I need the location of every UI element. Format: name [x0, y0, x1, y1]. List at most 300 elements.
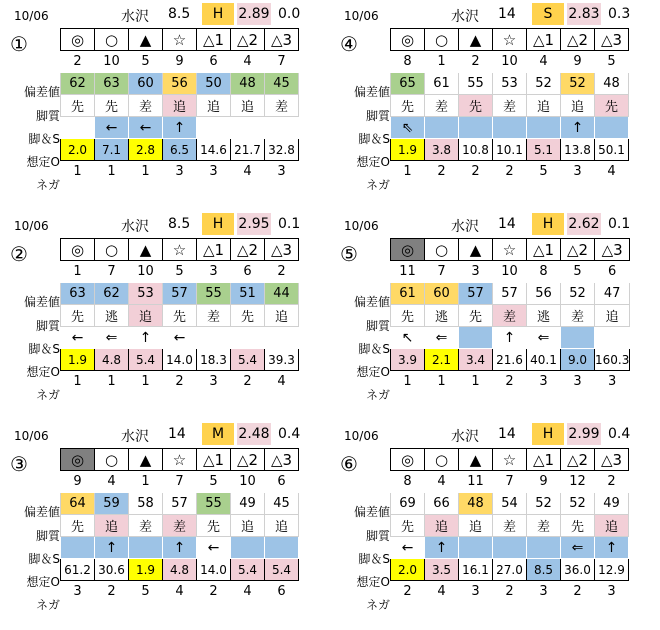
mark-cell: ☆	[493, 29, 527, 51]
running-style-cell: 先	[163, 305, 197, 327]
row-label-nega: ネガ	[365, 388, 390, 402]
odds-cell: 3.8	[425, 139, 459, 161]
deviation-cell: 49	[595, 493, 629, 515]
neg-row	[391, 161, 629, 183]
nega-cell: 3	[265, 161, 299, 183]
running-style-cell: 先	[391, 515, 425, 537]
race-index-value: 2.83	[567, 3, 601, 25]
running-style-cell: 差	[197, 305, 231, 327]
row-label-arrow: 脚＆S	[358, 342, 390, 356]
neg-row	[391, 581, 629, 603]
race-index-delta: 0.3	[608, 6, 631, 22]
nega-cell: 2	[493, 161, 527, 183]
arrow-cell: ↑	[561, 117, 595, 139]
race-panel	[330, 0, 660, 210]
mark-cell: ▲	[459, 239, 493, 261]
row-label-arrow: 脚＆S	[28, 342, 60, 356]
marks-row	[391, 449, 629, 471]
race-date: 10/06	[14, 429, 49, 443]
arrow-cell	[265, 117, 299, 139]
arrow-cell: ⇖	[391, 117, 425, 139]
deviation-cell: 56	[527, 283, 561, 305]
nega-cell: 1	[391, 161, 425, 183]
panel-header	[0, 0, 330, 28]
arrow-cell	[493, 117, 527, 139]
horse-number-cell: 10	[493, 261, 527, 283]
race-number-value: 14	[498, 216, 516, 232]
race-venue: 水沢	[121, 429, 149, 445]
race-date: 10/06	[344, 429, 379, 443]
mark-cell: ○	[425, 29, 459, 51]
odds-cell: 5.4	[231, 559, 265, 581]
horse-number-cell: 9	[527, 471, 561, 493]
odds-cell: 3.5	[425, 559, 459, 581]
row-label-odds: 想定O	[26, 575, 60, 589]
deviation-cell: 60	[129, 73, 163, 95]
arrow-cell	[265, 327, 299, 349]
arrow-cell: ↖	[391, 327, 425, 349]
deviation-cell: 54	[493, 493, 527, 515]
odds-cell: 21.7	[231, 139, 265, 161]
foal-row	[391, 471, 629, 493]
nega-cell: 2	[163, 371, 197, 393]
arrow-cell	[61, 117, 95, 139]
nega-cell: 3	[595, 371, 630, 393]
row-label-nega: ネガ	[35, 388, 60, 402]
odds-cell: 3.4	[459, 349, 493, 371]
race-date: 10/06	[14, 219, 49, 233]
nega-cell: 3	[527, 581, 561, 603]
row-label-style: 脚質	[35, 319, 60, 333]
prediction-grid	[390, 448, 629, 603]
row-label-odds: 想定O	[356, 575, 390, 589]
race-index-value: 2.48	[237, 423, 271, 445]
nega-cell: 3	[61, 581, 95, 603]
running-style-cell: 差	[493, 305, 527, 327]
nega-cell: 1	[425, 371, 459, 393]
prediction-grid	[60, 448, 299, 603]
mark-cell: ☆	[163, 449, 197, 471]
odds-cell: 40.1	[527, 349, 561, 371]
odds-cell: 27.0	[493, 559, 527, 581]
horse-number-cell: 1	[425, 51, 459, 73]
horse-number-cell: 12	[561, 471, 595, 493]
foal-row	[391, 51, 629, 73]
running-style-cell: 差	[163, 515, 197, 537]
horse-number-cell: 7	[265, 51, 299, 73]
nega-cell: 6	[265, 581, 299, 603]
race-index-delta: 0.4	[608, 426, 631, 442]
horse-number-cell: 9	[61, 471, 95, 493]
row-label-odds: 想定O	[26, 365, 60, 379]
mark-cell: ○	[95, 29, 129, 51]
horse-number-cell: 2	[61, 51, 95, 73]
running-style-cell: 差	[129, 515, 163, 537]
race-index-value: 2.89	[237, 3, 271, 25]
race-index-delta: 0.4	[278, 426, 301, 442]
nega-cell: 1	[95, 161, 129, 183]
panel-header	[0, 420, 330, 448]
nega-cell: 2	[197, 581, 231, 603]
arrow-cell: ⇐	[425, 327, 459, 349]
deviation-cell: 50	[197, 73, 231, 95]
running-style-cell: 追	[95, 515, 129, 537]
running-style-cell: 先	[391, 95, 425, 117]
arrow-cell	[595, 117, 629, 139]
arrow-cell	[459, 327, 493, 349]
odds-cell: 32.8	[265, 139, 299, 161]
row-label-deviation: 偏差値	[23, 85, 60, 99]
mark-cell: ◎	[391, 449, 425, 471]
race-grade-badge: H	[532, 213, 564, 235]
race-number-value: 8.5	[168, 6, 191, 22]
deviation-cell: 52	[527, 493, 561, 515]
deviation-cell: 61	[425, 73, 459, 95]
running-style-cell: 追	[231, 95, 265, 117]
nega-cell: 3	[561, 161, 595, 183]
running-style-cell: 差	[493, 515, 527, 537]
race-number-value: 8.5	[168, 216, 191, 232]
race-id: ②	[10, 242, 28, 266]
row-label-deviation: 偏差値	[23, 295, 60, 309]
arrow-cell	[61, 537, 95, 559]
row-label-nega: ネガ	[35, 178, 60, 192]
marks-row	[391, 29, 629, 51]
race-grade-badge: H	[532, 423, 564, 445]
style-row	[61, 305, 299, 327]
panel-header	[330, 210, 660, 238]
race-venue: 水沢	[121, 219, 149, 235]
arrow-cell	[493, 537, 527, 559]
horse-number-cell: 7	[163, 471, 197, 493]
mark-cell: △3	[265, 239, 299, 261]
horse-number-cell: 9	[163, 51, 197, 73]
mark-cell: ☆	[493, 449, 527, 471]
horse-number-cell: 3	[197, 261, 231, 283]
mark-cell: △2	[231, 29, 265, 51]
row-label-odds: 想定O	[26, 155, 60, 169]
odds-cell: 61.2	[61, 559, 95, 581]
mark-cell: △2	[561, 29, 595, 51]
running-style-cell: 差	[561, 305, 595, 327]
running-style-cell: 追	[265, 305, 299, 327]
race-date: 10/06	[344, 219, 379, 233]
horse-number-cell: 10	[129, 261, 163, 283]
race-grade-badge: S	[532, 3, 564, 25]
nega-cell: 3	[561, 371, 595, 393]
race-panel	[0, 420, 330, 630]
mark-cell: ☆	[493, 239, 527, 261]
deviation-cell: 55	[197, 283, 231, 305]
race-venue: 水沢	[121, 9, 149, 25]
arrow-cell	[231, 327, 265, 349]
nega-cell: 3	[197, 161, 231, 183]
arrow-cell: ←	[197, 537, 231, 559]
horse-number-cell: 2	[595, 471, 629, 493]
race-id: ①	[10, 32, 28, 56]
neg-row	[391, 371, 630, 393]
arrow-cell: ←	[163, 327, 197, 349]
deviation-cell: 55	[197, 493, 231, 515]
running-style-cell: 追	[527, 95, 561, 117]
running-style-cell: 追	[265, 515, 299, 537]
odds-cell: 1.9	[61, 349, 95, 371]
odds-row	[61, 559, 299, 581]
odds-cell: 12.9	[595, 559, 629, 581]
nega-cell: 1	[95, 371, 129, 393]
nega-cell: 4	[163, 581, 197, 603]
horse-number-cell: 8	[391, 471, 425, 493]
nega-cell: 2	[493, 371, 527, 393]
odds-cell: 5.4	[265, 559, 299, 581]
deviation-cell: 57	[493, 283, 527, 305]
deviation-cell: 57	[163, 493, 197, 515]
arrow-cell	[129, 537, 163, 559]
deviation-cell: 58	[129, 493, 163, 515]
odds-cell: 10.8	[459, 139, 493, 161]
arrow-cell	[561, 327, 595, 349]
deviation-cell: 48	[459, 493, 493, 515]
running-style-cell: 差	[527, 515, 561, 537]
race-id: ⑥	[340, 452, 358, 476]
nega-cell: 4	[265, 371, 299, 393]
running-style-cell: 追	[595, 305, 630, 327]
row-label-deviation: 偏差値	[353, 505, 390, 519]
dev-row	[391, 73, 629, 95]
mark-cell: ▲	[129, 449, 163, 471]
horse-number-cell: 1	[129, 471, 163, 493]
horse-number-cell: 4	[95, 471, 129, 493]
deviation-cell: 63	[95, 73, 129, 95]
arrow-cell	[197, 117, 231, 139]
arrow-cell	[527, 537, 561, 559]
row-label-deviation: 偏差値	[353, 85, 390, 99]
horse-number-cell: 8	[391, 51, 425, 73]
odds-cell: 5.4	[231, 349, 265, 371]
horse-number-cell: 5	[163, 261, 197, 283]
marks-row	[391, 239, 630, 261]
row-label-nega: ネガ	[35, 598, 60, 612]
mark-cell: △3	[595, 239, 630, 261]
arrow-cell: ⇐	[95, 327, 129, 349]
mark-cell: ◎	[61, 29, 95, 51]
nega-cell: 1	[61, 161, 95, 183]
race-index-value: 2.95	[237, 213, 271, 235]
race-index-delta: 0.1	[278, 216, 301, 232]
panel-header	[330, 420, 660, 448]
race-id: ④	[340, 32, 358, 56]
mark-cell: △2	[231, 449, 265, 471]
deviation-cell: 53	[129, 283, 163, 305]
arrow-cell: ↑	[95, 537, 129, 559]
running-style-cell: 先	[231, 305, 265, 327]
mark-cell: △1	[197, 29, 231, 51]
odds-cell: 21.6	[493, 349, 527, 371]
odds-cell: 10.1	[493, 139, 527, 161]
nega-cell: 1	[391, 371, 425, 393]
running-style-cell: 先	[197, 515, 231, 537]
deviation-cell: 44	[265, 283, 299, 305]
odds-cell: 14.0	[163, 349, 197, 371]
nega-cell: 1	[61, 371, 95, 393]
arrow-cell: ←	[61, 327, 95, 349]
horse-number-cell: 6	[595, 261, 630, 283]
odds-cell: 2.0	[61, 139, 95, 161]
arrow-cell: ↑	[595, 537, 629, 559]
mark-cell: ○	[95, 239, 129, 261]
deviation-cell: 53	[493, 73, 527, 95]
odds-cell: 30.6	[95, 559, 129, 581]
dev-row	[391, 493, 629, 515]
race-number-value: 14	[168, 426, 186, 442]
deviation-cell: 47	[595, 283, 630, 305]
horse-number-cell: 2	[459, 51, 493, 73]
mark-cell: ▲	[129, 29, 163, 51]
prediction-grid	[60, 238, 299, 393]
row-label-odds: 想定O	[356, 365, 390, 379]
mark-cell: △1	[527, 239, 561, 261]
running-style-cell: 逃	[95, 305, 129, 327]
running-style-cell: 先	[95, 95, 129, 117]
mark-cell: △1	[197, 449, 231, 471]
mark-cell: △3	[265, 29, 299, 51]
horse-number-cell: 10	[231, 471, 265, 493]
odds-cell: 9.0	[561, 349, 595, 371]
arrow-cell: ←	[95, 117, 129, 139]
odds-cell: 4.8	[95, 349, 129, 371]
nega-cell: 4	[231, 161, 265, 183]
deviation-cell: 66	[425, 493, 459, 515]
mark-cell: ◎	[391, 29, 425, 51]
nega-cell: 2	[493, 581, 527, 603]
deviation-cell: 48	[595, 73, 629, 95]
neg-row	[61, 371, 299, 393]
odds-cell: 13.8	[561, 139, 595, 161]
running-style-cell: 差	[265, 95, 299, 117]
style-row	[391, 95, 629, 117]
row-label-arrow: 脚＆S	[28, 552, 60, 566]
odds-cell: 7.1	[95, 139, 129, 161]
deviation-cell: 62	[61, 73, 95, 95]
running-style-cell: 追	[425, 515, 459, 537]
horse-number-cell: 11	[459, 471, 493, 493]
race-index-delta: 0.1	[608, 216, 631, 232]
mark-cell: △2	[561, 239, 595, 261]
dev-row	[61, 73, 299, 95]
race-number-value: 14	[498, 6, 516, 22]
deviation-cell: 69	[391, 493, 425, 515]
mark-cell: △1	[527, 29, 561, 51]
race-venue: 水沢	[451, 219, 479, 235]
row-label-arrow: 脚＆S	[28, 132, 60, 146]
running-style-cell: 追	[129, 305, 163, 327]
deviation-cell: 56	[163, 73, 197, 95]
arrow-cell	[231, 117, 265, 139]
running-style-cell: 先	[595, 95, 629, 117]
race-panel	[0, 210, 330, 420]
style-row	[61, 95, 299, 117]
deviation-cell: 62	[95, 283, 129, 305]
nega-cell: 4	[425, 581, 459, 603]
odds-cell: 1.9	[129, 559, 163, 581]
horse-number-cell: 7	[425, 261, 459, 283]
odds-row	[61, 139, 299, 161]
horse-number-cell: 4	[231, 51, 265, 73]
nega-cell: 3	[527, 371, 561, 393]
arrow-cell	[595, 327, 630, 349]
running-style-cell: 差	[493, 95, 527, 117]
row-label-nega: ネガ	[365, 598, 390, 612]
running-style-cell: 差	[425, 95, 459, 117]
mark-cell: ○	[425, 239, 459, 261]
arrow-cell: ↑	[163, 537, 197, 559]
horse-number-cell: 11	[391, 261, 425, 283]
arrow-cell	[231, 537, 265, 559]
running-style-cell: 追	[459, 515, 493, 537]
running-style-cell: 差	[129, 95, 163, 117]
horse-number-cell: 6	[265, 471, 299, 493]
marks-row	[61, 29, 299, 51]
race-venue: 水沢	[451, 429, 479, 445]
odds-cell: 160.3	[595, 349, 630, 371]
running-style-cell: 先	[61, 95, 95, 117]
prediction-grid	[390, 28, 629, 183]
running-style-cell: 先	[61, 305, 95, 327]
race-panel	[330, 210, 660, 420]
race-venue: 水沢	[451, 9, 479, 25]
prediction-grid	[60, 28, 299, 183]
odds-cell: 4.8	[163, 559, 197, 581]
running-style-cell: 追	[561, 95, 595, 117]
horse-number-cell: 4	[425, 471, 459, 493]
odds-cell: 14.0	[197, 559, 231, 581]
arrow-cell	[527, 117, 561, 139]
nega-cell: 5	[527, 161, 561, 183]
nega-cell: 3	[595, 581, 629, 603]
deviation-cell: 61	[391, 283, 425, 305]
running-style-cell: 追	[595, 515, 629, 537]
row-label-arrow: 脚＆S	[358, 552, 390, 566]
arrow-cell	[197, 327, 231, 349]
race-panel	[0, 0, 330, 210]
odds-cell: 2.8	[129, 139, 163, 161]
odds-cell: 2.0	[391, 559, 425, 581]
mark-cell: △3	[595, 449, 629, 471]
dev-row	[391, 283, 630, 305]
neg-row	[61, 581, 299, 603]
running-style-cell: 逃	[527, 305, 561, 327]
nega-cell: 4	[231, 581, 265, 603]
row-label-style: 脚質	[365, 529, 390, 543]
deviation-cell: 52	[561, 493, 595, 515]
race-id: ③	[10, 452, 28, 476]
mark-cell: ◎	[391, 239, 425, 261]
odds-row	[391, 349, 630, 371]
race-number-value: 14	[498, 426, 516, 442]
panel-header	[0, 210, 330, 238]
deviation-cell: 60	[425, 283, 459, 305]
race-grade-badge: H	[202, 3, 234, 25]
arrow-row	[391, 537, 629, 559]
row-label-style: 脚質	[365, 319, 390, 333]
odds-row	[391, 559, 629, 581]
horse-number-cell: 1	[61, 261, 95, 283]
odds-cell: 39.3	[265, 349, 299, 371]
dev-row	[61, 283, 299, 305]
horse-number-cell: 5	[561, 261, 595, 283]
deviation-cell: 51	[231, 283, 265, 305]
mark-cell: △3	[265, 449, 299, 471]
